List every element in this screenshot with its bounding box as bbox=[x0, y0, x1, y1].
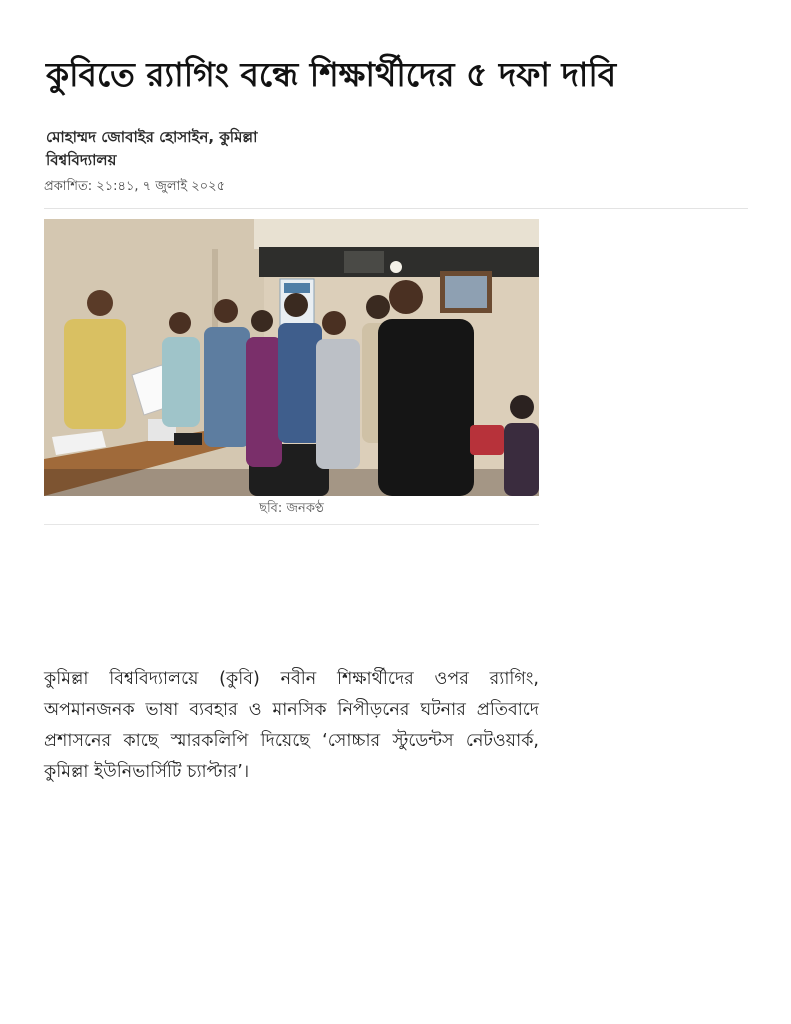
published-timestamp: প্রকাশিত: ২১:৪১, ৭ জুলাই ২০২৫ bbox=[44, 179, 226, 194]
article-photo bbox=[44, 219, 539, 496]
article-body-paragraph: কুমিল্লা বিশ্ববিদ্যালয়ে (কুবি) নবীন শিক্ষার্থীদের ওপর র‍্যাগিং, অপমানজনক ভাষা ব্যবহার ও মানসিক নিপীড়নের ঘটনার প্রতিবাদে প্রশাসনের কাছে স্মারকলিপি দিয়েছে ‘সোচ্চার স্টুডেন্টস নেটওয়ার্ক, কুমিল্লা ইউনিভার্সিটি চ্যাপ্টার’। bbox=[44, 669, 539, 782]
article-headline: কুবিতে র‍্যাগিং বন্ধে শিক্ষার্থীদের ৫ দফা দাবি bbox=[46, 55, 617, 94]
author-byline bbox=[46, 126, 346, 172]
photo-caption: ছবি: জনকণ্ঠ bbox=[259, 501, 324, 516]
author-affiliation: বিশ্ববিদ্যালয় bbox=[46, 151, 117, 169]
author-name: মোহাম্মদ জোবাইর হোসাইন, কুমিল্লা bbox=[46, 128, 258, 146]
caption-divider bbox=[44, 524, 539, 525]
header-divider bbox=[44, 208, 748, 209]
